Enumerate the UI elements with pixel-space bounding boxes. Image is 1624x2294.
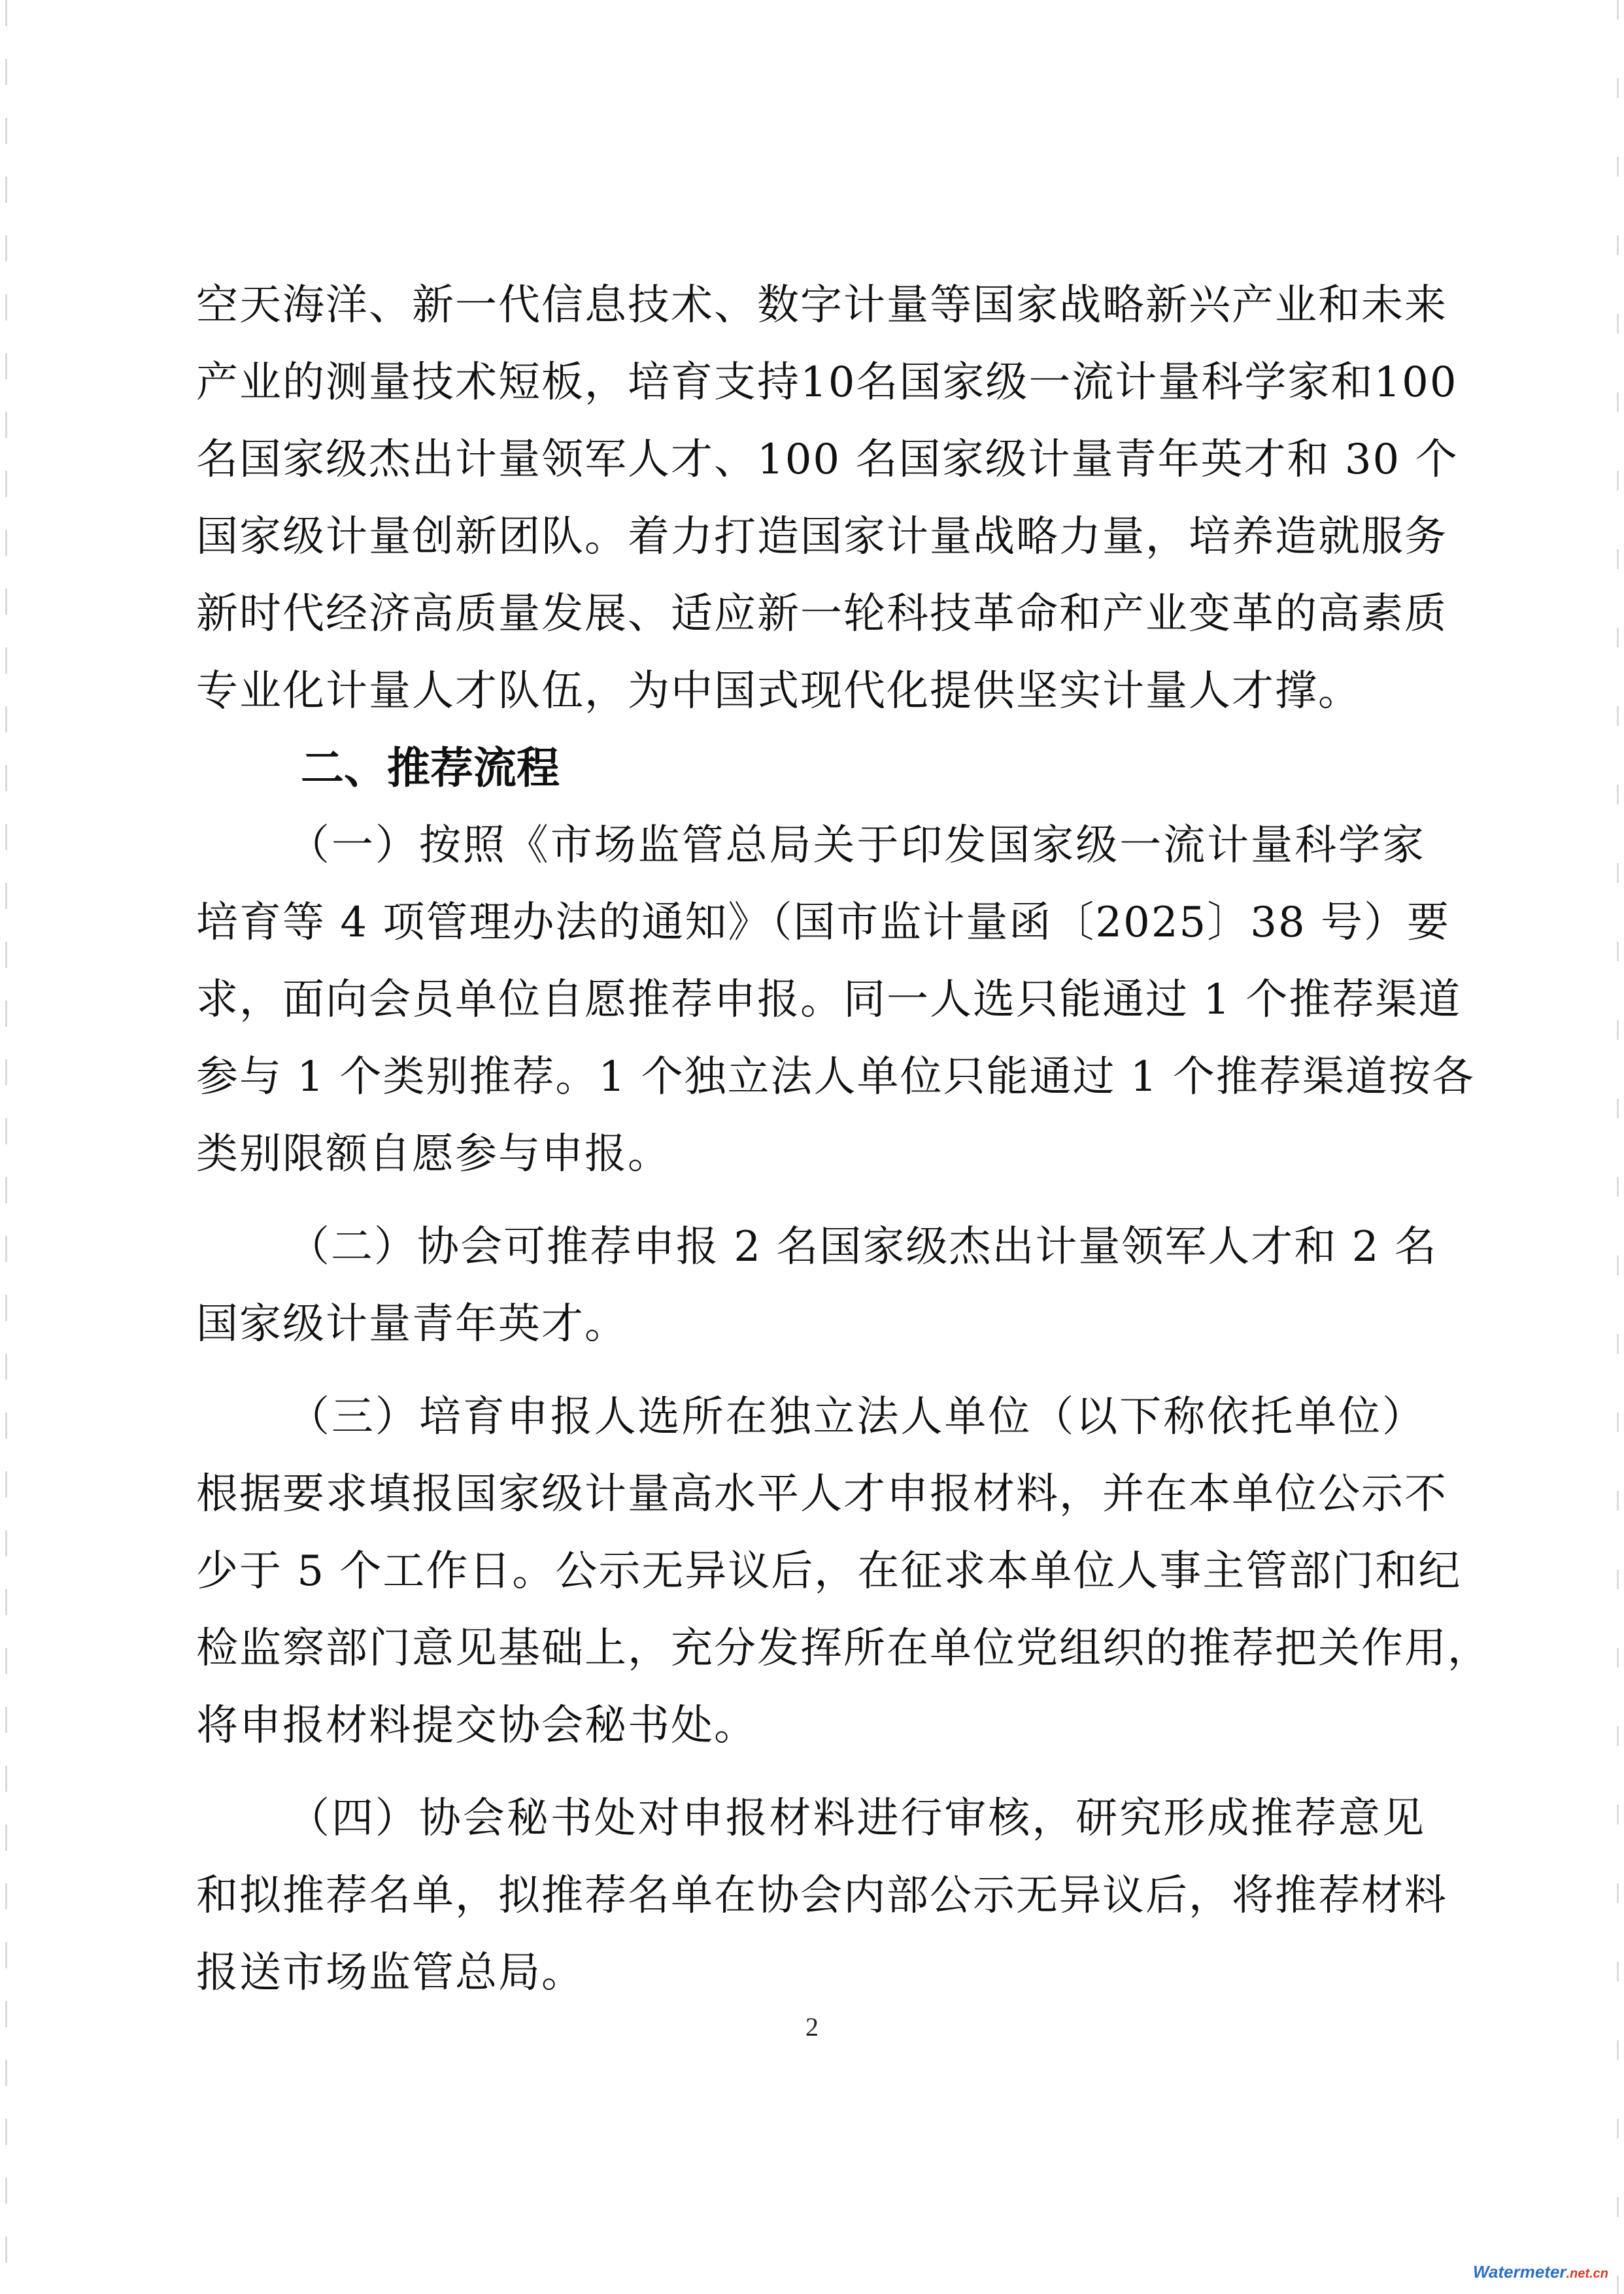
text-line: 产业的测量技术短板，培育支持10名国家级一流计量科学家和100 <box>196 358 1458 407</box>
text-line: 专业化计量人才队伍，为中国式现代化提供坚实计量人才撑。 <box>196 667 1361 715</box>
text-line: 类别限额自愿参与申报。 <box>196 1130 671 1178</box>
text-line: （三）培育申报人选所在独立法人单位（以下称依托单位） <box>288 1393 1425 1441</box>
text-line: 国家级计量创新团队。着力打造国家计量战略力量，培养造就服务 <box>196 513 1447 561</box>
page-number: 2 <box>805 2012 819 2042</box>
watermark <box>1473 2262 1608 2282</box>
text-line: 参与 1 个类别推荐。1 个独立法人单位只能通过 1 个推荐渠道按各 <box>196 1053 1475 1101</box>
item-one <box>196 807 1475 1193</box>
item-two <box>196 1208 1438 1363</box>
section-heading: 二、推荐流程 <box>301 743 560 793</box>
text-line: 培育等 4 项管理办法的通知》（国市监计量函〔2025〕38 号）要 <box>196 899 1451 947</box>
text-line: （一）按照《市场监管总局关于印发国家级一流计量科学家 <box>288 821 1425 870</box>
watermark-main: Watermeter <box>1472 2262 1566 2282</box>
text-line: 检监察部门意见基础上，充分发挥所在单位党组织的推荐把关作用， <box>196 1624 1491 1673</box>
watermark-sub: .net.cn <box>1566 2267 1608 2281</box>
text-line: 根据要求填报国家级计量高水平人才申报材料，并在本单位公示不 <box>196 1470 1447 1518</box>
scan-edge-right <box>1617 0 1619 2294</box>
paragraph-spacer <box>196 1764 1425 1780</box>
text-line: 将申报材料提交协会秘书处。 <box>196 1702 757 1750</box>
paragraph-goal <box>196 267 1459 730</box>
paragraph-spacer <box>196 1363 1425 1378</box>
text-line: 新时代经济高质量发展、适应新一轮科技革命和产业变革的高素质 <box>196 590 1447 638</box>
text-line: 和拟推荐名单，拟推荐名单在协会内部公示无异议后，将推荐材料 <box>196 1872 1447 1920</box>
scan-edge-left <box>5 0 7 2294</box>
text-line: 求，面向会员单位自愿推荐申报。同一人选只能通过 1 个推荐渠道 <box>196 976 1462 1024</box>
text-line: 国家级计量青年英才。 <box>196 1300 628 1348</box>
text-line: （四）协会秘书处对申报材料进行审核，研究形成推荐意见 <box>288 1794 1425 1843</box>
text-line: 空天海洋、新一代信息技术、数字计量等国家战略新兴产业和未来 <box>196 281 1447 330</box>
item-four <box>196 1780 1447 2012</box>
text-line: （二）协会可推荐申报 2 名国家级杰出计量领军人才和 2 名 <box>288 1223 1438 1271</box>
document-body <box>196 267 1491 2012</box>
paragraph-spacer <box>196 1193 1425 1208</box>
text-line: 报送市场监管总局。 <box>196 1949 584 1997</box>
text-line: 少于 5 个工作日。公示无异议后，在征求本单位人事主管部门和纪 <box>196 1547 1462 1596</box>
item-three <box>196 1378 1491 1764</box>
text-line: 名国家级杰出计量领军人才、100 名国家级计量青年英才和 30 个 <box>196 436 1459 484</box>
